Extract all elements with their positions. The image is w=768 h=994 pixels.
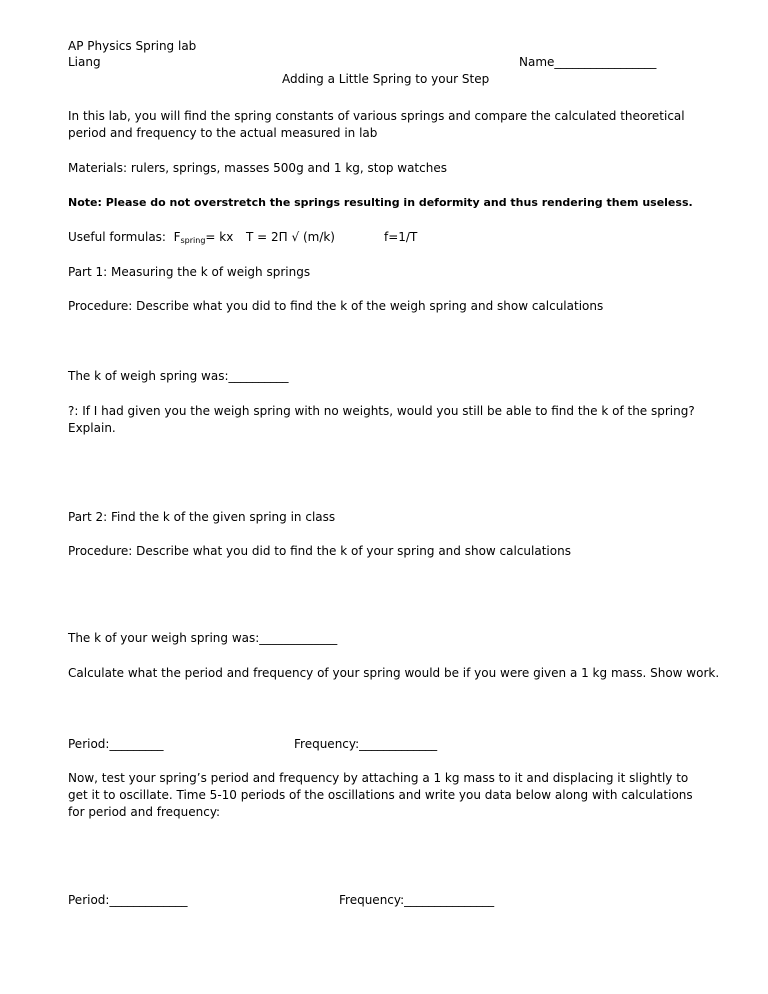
course-title: AP Physics Spring lab	[68, 39, 197, 53]
part2-procedure: Procedure: Describe what you did to find the k of your spring and show calculations	[68, 544, 571, 558]
part2-heading: Part 2: Find the k of the given spring in class	[68, 510, 336, 524]
period-formula: T = 2Π √ (m/k)	[246, 230, 335, 244]
measured-frequency-blank: Frequency:_______________	[339, 893, 495, 907]
spring-force-formula	[174, 230, 234, 244]
frequency-blank: Frequency:_____________	[294, 737, 438, 751]
frequency-formula: f=1/T	[384, 230, 418, 244]
force-subscript: spring	[180, 236, 206, 245]
period-blank: Period:_________	[68, 737, 164, 751]
force-symbol: F	[173, 230, 181, 244]
part1-heading: Part 1: Measuring the k of weigh springs	[68, 265, 311, 279]
force-rhs: = kx	[205, 230, 234, 244]
part1-question: ?: If I had given you the weigh spring with no weights, would you still be able to find the k of the spring? Explain.	[68, 404, 695, 435]
intro-paragraph: In this lab, you will find the spring constants of various springs and compare the calculated theoretical period and frequency to the actual measured in lab	[68, 109, 685, 140]
student-name-field: Name_________________	[519, 55, 657, 69]
note-line: Note: Please do not overstretch the springs resulting in deformity and thus rendering them useless.	[68, 196, 693, 209]
part2-calculate-instruction: Calculate what the period and frequency of your spring would be if you were given a 1 kg mass. Show work.	[68, 666, 720, 680]
part1-k-result: The k of weigh spring was:__________	[68, 369, 289, 383]
formulas-label: Useful formulas:	[68, 230, 166, 244]
teacher-name: Liang	[68, 55, 101, 69]
part2-k-result: The k of your weigh spring was:_____________	[68, 631, 338, 645]
part1-procedure: Procedure: Describe what you did to find the k of the weigh spring and show calculations	[68, 299, 604, 313]
measured-period-blank: Period:_____________	[68, 893, 188, 907]
lab-title: Adding a Little Spring to your Step	[282, 72, 490, 86]
formulas-line	[68, 229, 233, 246]
test-instruction: Now, test your spring’s period and frequency by attaching a 1 kg mass to it and displacing it slightly to get it to oscillate. Time 5-10 periods of the oscillations and write you data below along with calculations for period and frequency:	[68, 771, 693, 819]
materials-line: Materials: rulers, springs, masses 500g and 1 kg, stop watches	[68, 161, 447, 175]
